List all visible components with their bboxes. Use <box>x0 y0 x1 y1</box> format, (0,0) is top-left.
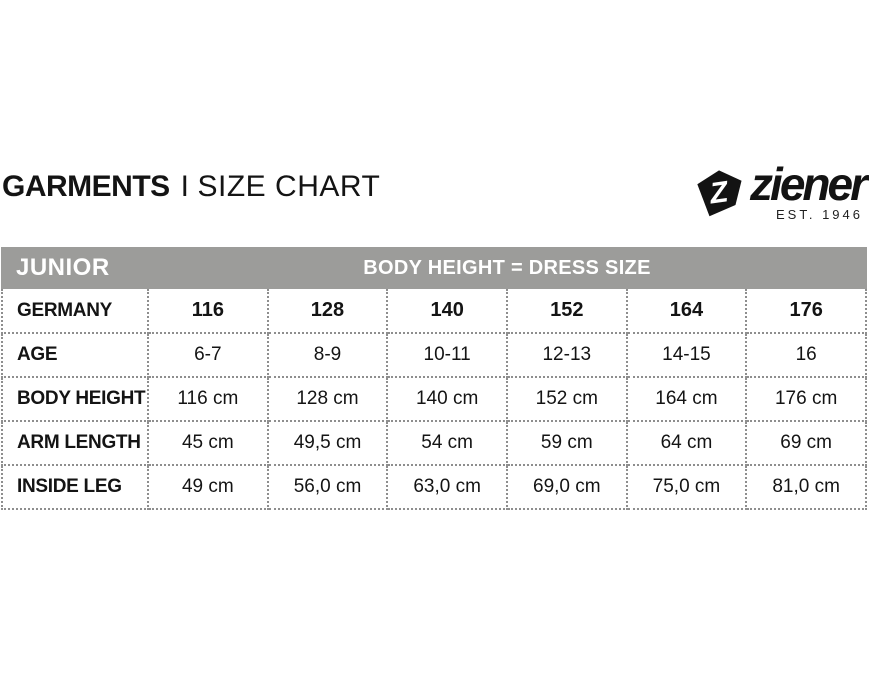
table-header-bar <box>1 247 867 289</box>
cell-value: 116 <box>148 289 268 333</box>
cell-value: 116 cm <box>148 377 268 421</box>
cell-value: 81,0 cm <box>746 465 866 509</box>
cell-value: 10-11 <box>387 333 507 377</box>
cell-value: 8-9 <box>268 333 388 377</box>
cell-value: 140 <box>387 289 507 333</box>
brand-name: GARMENTS <box>2 170 170 203</box>
cell-value: 64 cm <box>627 421 747 465</box>
size-chart <box>1 247 867 510</box>
cell-value: 6-7 <box>148 333 268 377</box>
category-label: JUNIOR <box>16 254 110 281</box>
cell-value: 128 <box>268 289 388 333</box>
logo-wordmark: ziener <box>750 158 865 210</box>
cell-value: 54 cm <box>387 421 507 465</box>
cell-value: 152 cm <box>507 377 627 421</box>
cell-value: 16 <box>746 333 866 377</box>
shield-z-glyph: Z <box>707 175 731 211</box>
table-row-body-height <box>2 377 866 421</box>
row-label: INSIDE LEG <box>2 465 148 509</box>
cell-value: 45 cm <box>148 421 268 465</box>
cell-value: 49,5 cm <box>268 421 388 465</box>
cell-value: 56,0 cm <box>268 465 388 509</box>
header-caption: BODY HEIGHT = DRESS SIZE <box>363 256 651 279</box>
cell-value: 69 cm <box>746 421 866 465</box>
row-label: BODY HEIGHT <box>2 377 148 421</box>
cell-value: 164 <box>627 289 747 333</box>
logo-text-block <box>750 158 865 223</box>
cell-value: 128 cm <box>268 377 388 421</box>
cell-value: 59 cm <box>507 421 627 465</box>
row-label: ARM LENGTH <box>2 421 148 465</box>
title-separator: I <box>180 170 189 203</box>
cell-value: 152 <box>507 289 627 333</box>
cell-value: 12-13 <box>507 333 627 377</box>
cell-value: 14-15 <box>627 333 747 377</box>
cell-value: 49 cm <box>148 465 268 509</box>
cell-value: 176 <box>746 289 866 333</box>
table-row-germany <box>2 289 866 333</box>
cell-value: 75,0 cm <box>627 465 747 509</box>
cell-value: 176 cm <box>746 377 866 421</box>
cell-value: 164 cm <box>627 377 747 421</box>
logo-established: EST. 1946 <box>776 207 863 223</box>
cell-value: 63,0 cm <box>387 465 507 509</box>
size-table <box>1 289 867 510</box>
table-row-age <box>2 333 866 377</box>
cell-value: 140 cm <box>387 377 507 421</box>
ziener-logo <box>693 158 865 223</box>
page-header <box>0 158 869 223</box>
section-title: SIZE CHART <box>197 170 381 203</box>
row-label: GERMANY <box>2 289 148 333</box>
table-row-inside-leg <box>2 465 866 509</box>
row-label: AGE <box>2 333 148 377</box>
ziener-shield-icon <box>693 166 745 218</box>
page-title <box>2 163 380 205</box>
cell-value: 69,0 cm <box>507 465 627 509</box>
table-row-arm-length <box>2 421 866 465</box>
